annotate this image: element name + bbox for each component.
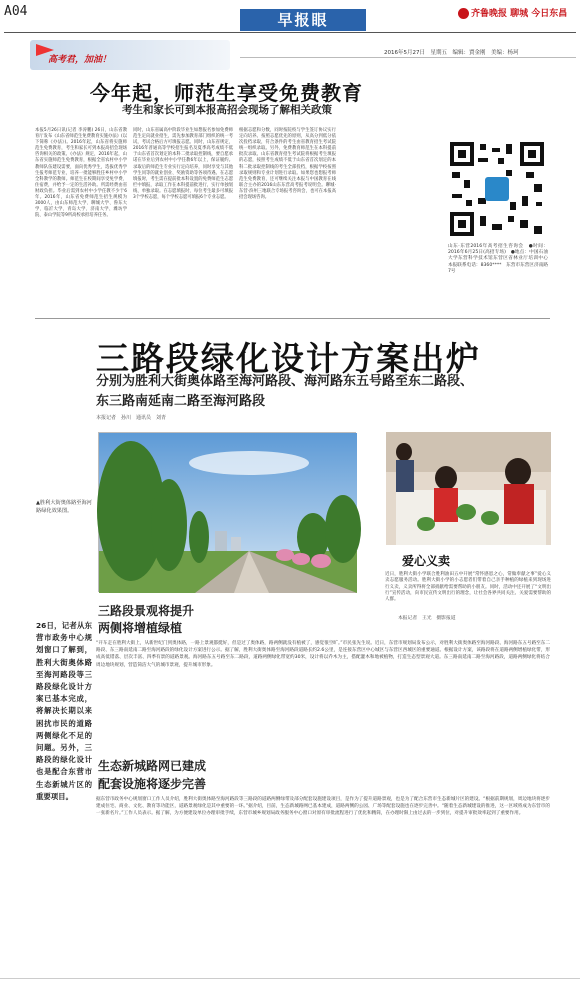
section2-title-b: 配套设施将逐步完善 — [98, 777, 207, 791]
section1-title-a: 三路段景观将提升 — [98, 604, 195, 618]
road-rendering-photo — [98, 432, 356, 592]
photo-caption: ▲胜利大街奥体路至海河路绿化效果图。 — [36, 500, 92, 514]
section1-body: “开车走在胜利大街上，从新世纪门到奥体路，一路上景观都挺好，但是过了奥体路，路两侧就没有植被了，感觉很空旷。”市民张先生说。近日，东营市规划局发布公示，对胜利大街奥体路至海河路段、海河路东五号路至东二路段、东三路南延南二路至海河路段的绿化设计方案进行公示。据了解，胜利大街奥体路至海河路段道路长约2.6公里，是连接东营区中心城区与东营区西城区的重要通道。根据设计方案，该路段将在道路两侧增植绿化带，形成高低错落、层次丰富、四季有景的道路景观。海河路东五号路至东二路段，道路两侧绿化带宽约30米，设计将以乔木为主，搭配灌木和地被植物，打造生态型景观大道。东三路南延南二路至海河路段，道路两侧绿化将结合周边地块规划，营造简洁大气的城市景观，提升城市形象。 — [96, 641, 550, 668]
qr-caption: 山东·东营2016年高考招生咨询会 ●时间：2016年6月25日(高招专场) ●地点：中国石油大学东营科学技术馆东营区省林业厅培训中心 本报联系电话：8360**** 东营市东营区济南路7号 — [448, 244, 553, 274]
article1-subtitle: 考生和家长可到本报高招会现场了解相关政策 — [122, 104, 332, 116]
bottom-divider — [0, 978, 580, 979]
qr-code — [448, 140, 546, 238]
article1-col3: 根据志愿和分数，同时按院校与学生签订协议实行定向培养。按照志愿优先的原则，从高分到低分依次投档录取，符合条件的考生由省教育招生考试院统一组织录取。另外，免费教育师范生在本科提前批次录取。山东省教育招生考试院将根据考生填报的志愿，按照考生成绩不低于山东省首次划定的本科二批录取控制线的考生全部投档，根据学校按照录取规则和专业计划进行录取。如果您也想报考师范生免费教育，还可继续关注本报与中国教育在线联合主办的2016山东东营高考报考说明会。聊城·东营·滨州三地联合专场报考咨询会，也可在本报高招会现场咨询。 — [239, 128, 336, 201]
section2-body: 据东营市政务中心规划窗口工作人员介绍，胜利大街奥体路至海河路段等三路段的道路两侧绿带及部分配套设施建设项目，是作为了提升道路景观，也是为了配合东营市生态新城片区的建设。“根据前期规划，周边地块将逐步建成住宅、商业、文化、教育等功能区，道路景观绿化是其中重要的一环。”据介绍，目前，生态新城路网已基本建成，道路两侧的公园、广场等配套设施也在逐步完善中。“随着生态新城建设的推进，这一区域将成为东营市的一张新名片。”工作人员表示。据了解，为方便建设单位办理审批手续，东营市城乡规划局政务服务中心窗口对原有审批流程进行了优化和精简，在办理时限上由过去的一步到位，对提升审批效率起到了重要作用。 — [96, 797, 550, 817]
article1-title: 今年起，师范生享受免费教育 — [90, 81, 363, 105]
top-divider — [4, 32, 576, 33]
sidebar-summary: 26日，记者从东营市政务中心规划窗口了解到，胜利大街奥体路至海河路段等三路段绿化设计方案已基本完成，将解决长期以来困扰市民的道路两侧绿化不足的问题。另外，三路段的绿化设计也是配合东营市生态新城片区的重要项目。 — [36, 621, 92, 801]
banner — [30, 40, 230, 70]
article2-byline: 本报记者 孙川 通讯员 刘青 — [96, 415, 167, 421]
section-name: 早报眼 — [240, 9, 366, 31]
newspaper-logo-icon — [458, 8, 469, 19]
charity-sale-photo — [386, 432, 551, 545]
section-divider — [35, 318, 550, 319]
article2-title: 三路段绿化设计方案出炉 — [96, 339, 481, 378]
dateline: 2016年5月27日 星期五 编辑：賈金刚 美编：杨珂 — [384, 50, 519, 56]
article1-col2: 同时，山东省属高中阶段毕业生如想报名参加免费师范生定向就业招生，需先参加教育部门组织的统一考试，考试合格后方可填报志愿。同时，山东省规定，2016年普通高等学校招生报名及夏季高考成绩不低于山东省首次划定的本科二批录取控制线，要自愿承诺在毕业后到农村中小学任教6年以上，保证履约。录取后的师范生专业实行定向培养，同时享受与其他学生同等的就业创业、奖励资助等各项待遇。在志愿填报时，考生需在提前批本科设置的免费师范生志愿栏中填报，录取工作在本科提前批进行，实行单独划线、单独录取。在志愿填报时，每位考生最多可填报3个学校志愿，每个学校志愿可填报6个专业志愿。 — [133, 128, 233, 201]
article2-subtitle-2: 东三路南延南二路至海河路段 — [96, 394, 266, 409]
masthead: 齐鲁晚报 聊城 今日东昌 — [458, 6, 576, 23]
article1-col1: 本报5月26日讯(记者 李涛鹏) 26日，山东省教育厅发布《山东省师范生免费教育实施办法》(以下简称《办法》)。2016年起，山东省将实施师范生免费教育，考生和家长可到本报高招会现场咨询相关的政策。《办法》规定，2016年起，山东省实施师范生免费教育，根据全省农村中小学教师队伍建设需要，面向优秀学生，选拔优秀学生报考师范专业，培养一批能够胜任乡村中小学全科教学的教师。师范生在校期间享受免学费、住宿费，并给予一定的生活补助。所需经费由省财政负担。毕业后需到农村中小学任教不少于6年。2016年，山东省免费师范生招生规模为3000人，由山东师范大学、聊城大学、鲁东大学、临沂大学、青岛大学、济南大学、潍坊学院、泰山学院等9所高校承担培养任务。 — [35, 128, 127, 219]
article3-title: 爱心义卖 — [402, 554, 451, 568]
section1-title-b: 两侧将增植绿植 — [98, 621, 183, 635]
page-number: A04 — [4, 4, 28, 19]
article3-credit: 本报记者 王光 摄影报道 — [398, 616, 456, 621]
dateline-divider — [240, 57, 576, 58]
banner-text: 高考君，加油！ — [48, 55, 112, 65]
article2-subtitle-1: 分别为胜利大街奥体路至海河路段、海河路东五号路至东二路段、 — [96, 374, 474, 389]
section2-title-a: 生态新城路网已建成 — [98, 759, 207, 773]
article3-body: 近日，胜利大街小学联合胜利油田五中开展“常怀感恩之心，常做奉献之事”爱心义卖志愿服务活动。胜利大街小学的小志愿者们带着自己亲手种植的绿植来到现场进行义卖，义卖所得将全部捐献给需要帮助的小朋友。同时，活动中还开展了“文明出行”宣传活动，向市民宣传文明出行的理念，让社会各界共同关注、关爱需要帮助的人群。 — [385, 572, 551, 603]
